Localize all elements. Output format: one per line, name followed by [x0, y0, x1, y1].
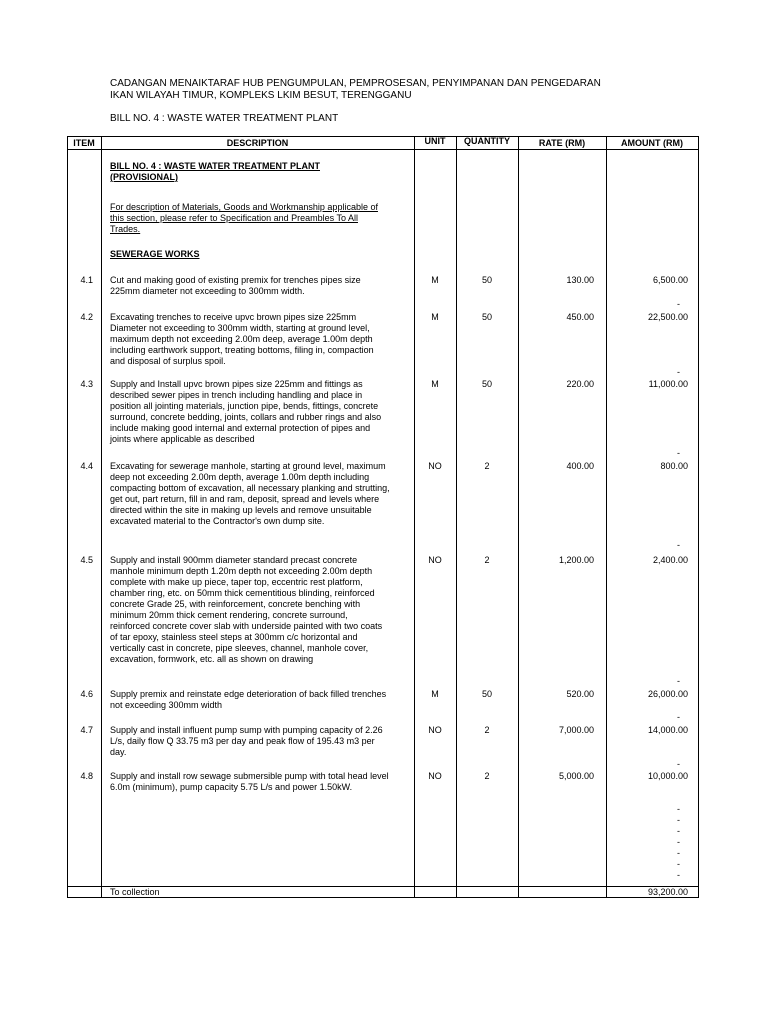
item-unit: NO [428, 555, 442, 565]
item-description-line: and disposal of surplus spoil. [110, 356, 226, 366]
item-rate: 130.00 [566, 275, 594, 285]
item-description-line: Supply and install row sewage submersible pump with total head level [110, 771, 389, 781]
item-description [110, 275, 407, 297]
item-description [110, 771, 407, 793]
item-quantity: 2 [484, 725, 490, 735]
item-quantity: 2 [484, 555, 490, 565]
item-rate: 5,000.00 [558, 771, 594, 781]
item-number: 4.3 [80, 379, 93, 389]
item-description-line: L/s, daily flow Q 33.75 m3 per day and peak flow of 195.43 m3 per [110, 736, 375, 746]
item-description-line: joints where applicable as described [110, 434, 255, 444]
amount-dash: - [677, 804, 680, 814]
column-header-amount: AMOUNT (RM) [621, 138, 683, 148]
item-description-line: get out, part return, fill in and ram, deposit, spread and levels where [110, 494, 380, 504]
item-description-line: maximum depth not exceeding 2.00m deep, average 1.00m depth [110, 334, 373, 344]
item-rate: 400.00 [566, 461, 594, 471]
item-description-line: include making good internal and external protection of pipes and [110, 423, 371, 433]
item-number: 4.5 [80, 555, 93, 565]
column-rule-description [414, 136, 415, 898]
item-rate: 520.00 [566, 689, 594, 699]
item-description-line: manhole minimum depth 1.20m depth not exceeding 2.00m depth [110, 566, 373, 576]
item-description-line: Supply and Install upvc brown pipes size 225mm and fittings as [110, 379, 363, 389]
item-unit: M [431, 689, 439, 699]
project-title-line-1: CADANGAN MENAIKTARAF HUB PENGUMPULAN, PEMPROSESAN, PENYIMPANAN DAN PENGEDARAN [110, 78, 601, 89]
item-description-line: Excavating for sewerage manhole, starting at ground level, maximum [110, 461, 386, 471]
item-amount: 10,000.00 [647, 771, 688, 781]
item-amount-dash: - [677, 712, 680, 722]
item-description-line: of tar epoxy, stainless steel steps at 300mm c/c horizontal and [110, 632, 358, 642]
section-subheading: SEWERAGE WORKS [110, 249, 200, 259]
item-description-line: day. [110, 747, 127, 757]
item-unit: NO [428, 461, 442, 471]
item-rate: 1,200.00 [558, 555, 594, 565]
column-header-item: ITEM [73, 138, 95, 148]
column-rule-item [101, 136, 102, 898]
item-unit: NO [428, 725, 442, 735]
item-description-line: Cut and making good of existing premix for trenches pipes size [110, 275, 361, 285]
bill-title: BILL NO. 4 : WASTE WATER TREATMENT PLANT [110, 113, 339, 124]
item-description-line: deep not exceeding 2.00m depth, average 1.00m depth including [110, 472, 370, 482]
item-description-line: complete with make up piece, taper top, eccentric rest platform, [110, 577, 363, 587]
project-title-line-2: IKAN WILAYAH TIMUR, KOMPLEKS LKIM BESUT, TERENGGANU [110, 90, 412, 101]
item-description-line: directed within the site in making up levels and remove unsuitable [110, 505, 372, 515]
amount-dash: - [677, 826, 680, 836]
item-rate: 450.00 [566, 312, 594, 322]
amount-dash: - [677, 870, 680, 880]
item-description-line: vertically cast in concrete, pipe sleeves, channel, manhole cover, [110, 643, 369, 653]
item-quantity: 50 [481, 689, 492, 699]
item-description [110, 312, 407, 367]
item-quantity: 2 [484, 771, 490, 781]
section-intro-line-1: For description of Materials, Goods and Workmanship applicable of [110, 202, 378, 212]
item-description [110, 725, 407, 758]
column-header-description: DESCRIPTION [226, 138, 289, 148]
column-rule-unit [456, 136, 457, 898]
item-rate: 7,000.00 [558, 725, 594, 735]
item-number: 4.7 [80, 725, 93, 735]
item-description-line: 225mm diameter not exceeding to 300mm width. [110, 286, 305, 296]
item-quantity: 2 [484, 461, 490, 471]
section-intro-line-2: this section, please refer to Specification and Preambles To All [110, 213, 358, 223]
item-rate: 220.00 [566, 379, 594, 389]
amount-dash: - [677, 859, 680, 869]
item-description-line: excavation, formwork, etc. all as shown on drawing [110, 654, 314, 664]
item-description-line: including earthwork support, treating bottoms, filing in, compaction [110, 345, 374, 355]
item-description-line: Supply and install 900mm diameter standard precast concrete [110, 555, 358, 565]
item-amount: 14,000.00 [647, 725, 688, 735]
item-number: 4.2 [80, 312, 93, 322]
item-number: 4.1 [80, 275, 93, 285]
item-unit: M [431, 379, 439, 389]
column-rule-quantity [518, 136, 519, 898]
item-amount-dash: - [677, 540, 680, 550]
item-number: 4.6 [80, 689, 93, 699]
column-header-rate: RATE (RM) [538, 138, 586, 148]
item-description-line: excavated material to the Contractor's own dump site. [110, 516, 325, 526]
item-description-line: 6.0m (minimum), pump capacity 5.75 L/s and power 1.50kW. [110, 782, 353, 792]
table-top-rule [67, 136, 698, 137]
item-description-line: compacting bottom of excavation, all necessary planking and strutting, [110, 483, 390, 493]
item-description-line: not exceeding 300mm width [110, 700, 223, 710]
item-unit: M [431, 275, 439, 285]
item-amount-dash: - [677, 676, 680, 686]
section-intro-line-3: Trades. [110, 224, 141, 234]
item-description-line: Supply and install influent pump sump with pumping capacity of 2.26 [110, 725, 383, 735]
item-quantity: 50 [481, 379, 492, 389]
column-rule-left [67, 136, 68, 898]
item-unit: M [431, 312, 439, 322]
collection-total: 93,200.00 [647, 887, 688, 897]
item-amount: 2,400.00 [652, 555, 688, 565]
amount-dash: - [677, 848, 680, 858]
item-description-line: reinforced concrete cover slab with underside painted with two coats [110, 621, 383, 631]
item-amount-dash: - [677, 367, 680, 377]
item-description [110, 379, 407, 445]
amount-dash: - [677, 837, 680, 847]
column-header-unit: UNIT [424, 136, 446, 146]
item-description-line: Diameter not exceeding to 300mm width, starting at ground level, [110, 323, 370, 333]
header-bottom-rule [67, 149, 698, 150]
item-description [110, 555, 407, 665]
item-amount: 6,500.00 [652, 275, 688, 285]
collection-label: To collection [110, 887, 160, 897]
column-rule-right [698, 136, 699, 898]
item-description-line: chamber ring, etc. on 50mm thick cementitious blinding, reinforced [110, 588, 375, 598]
item-amount: 26,000.00 [647, 689, 688, 699]
item-unit: NO [428, 771, 442, 781]
item-description-line: minimum 20mm thick cement rendering, concrete surround, [110, 610, 348, 620]
column-header-quantity: QUANTITY [464, 136, 510, 146]
item-description-line: concrete Grade 25, with reinforcement, concrete benching with [110, 599, 361, 609]
item-description-line: described sewer pipes in trench including handling and place in [110, 390, 363, 400]
total-tick-top [692, 886, 698, 887]
item-amount-dash: - [677, 759, 680, 769]
item-amount-dash: - [677, 448, 680, 458]
section-title-line-1: BILL NO. 4 : WASTE WATER TREATMENT PLANT [110, 161, 320, 171]
item-amount-dash: - [677, 299, 680, 309]
item-description-line: Excavating trenches to receive upvc brown pipes size 225mm [110, 312, 357, 322]
item-amount: 22,500.00 [647, 312, 688, 322]
item-amount: 11,000.00 [648, 379, 688, 389]
item-number: 4.8 [80, 771, 93, 781]
item-quantity: 50 [481, 275, 492, 285]
item-quantity: 50 [481, 312, 492, 322]
item-description-line: surround, concrete bedding, joints, collars and rubber rings and also [110, 412, 382, 422]
section-title-line-2: (PROVISIONAL) [110, 172, 179, 182]
total-tick-bottom [692, 897, 698, 898]
item-number: 4.4 [80, 461, 93, 471]
item-description-line: position all jointing materials, junction pipe, bends, fittings, concrete [110, 401, 379, 411]
item-description [110, 689, 407, 711]
item-description-line: Supply premix and reinstate edge deterioration of back filled trenches [110, 689, 387, 699]
column-rule-rate [606, 136, 607, 898]
item-description [110, 461, 407, 527]
amount-dash: - [677, 815, 680, 825]
item-amount: 800.00 [660, 461, 688, 471]
